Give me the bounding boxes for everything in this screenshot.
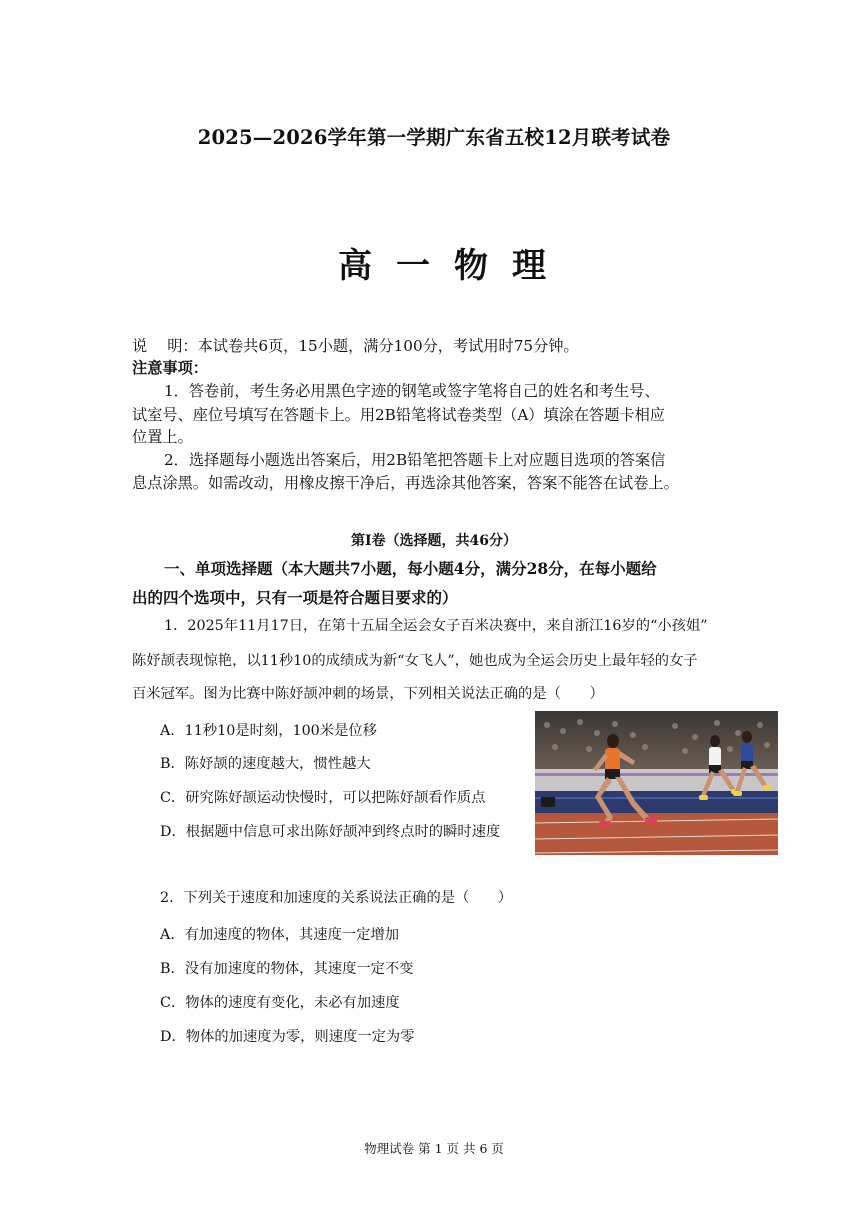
question1-option-d: D．根据题中信息可求出陈妤颉冲到终点时的瞬时速度 <box>160 824 501 840</box>
question1-stem-line3: 百米冠军。图为比赛中陈妤颉冲刺的场景，下列相关说法正确的是（ ） <box>132 686 604 702</box>
question1-option-b: B．陈妤颉的速度越大，惯性越大 <box>160 756 371 772</box>
note1-line3: 位置上。 <box>132 428 193 446</box>
question2-option-a: A．有加速度的物体，其速度一定增加 <box>160 927 400 943</box>
page-footer: 物理试卷 第 1 页 共 6 页 <box>364 1141 504 1156</box>
note1-line2: 试室号、座位号填写在答题卡上。用2B铅笔将试卷类型（A）填涂在答题卡相应 <box>132 406 665 424</box>
note1-line1: 1．答卷前，考生务必用黑色字迹的钢笔或签字笔将自己的姓名和考生号、 <box>164 382 660 400</box>
question2-option-b: B．没有加速度的物体，其速度一定不变 <box>160 961 414 977</box>
question1-stem-line1: 1．2025年11月17日，在第十五届全运会女子百米决赛中，来自浙江16岁的“小孩姐” <box>164 618 708 634</box>
question2-option-d: D．物体的加速度为零，则速度一定为零 <box>160 1029 415 1045</box>
question1-option-c: C．研究陈妤颉运动快慢时，可以把陈妤颉看作质点 <box>160 790 486 806</box>
part1-heading: 第Ⅰ卷（选择题，共46分） <box>350 533 518 549</box>
subject-title: 高一物理 <box>338 246 570 286</box>
question2-stem: 2．下列关于速度和加速度的关系说法正确的是（ ） <box>160 890 513 906</box>
note2-line2: 息点涂黑。如需改动，用橡皮擦干净后，再选涂其他答案，答案不能答在试卷上。 <box>132 474 679 492</box>
question1-stem-line2: 陈妤颉表现惊艳，以11秒10的成绩成为新“女飞人”，她也成为全运会历史上最年轻的女子 <box>132 653 698 669</box>
intro-line: 说 明：本试卷共6页，15小题，满分100分，考试用时75分钟。 <box>132 337 579 355</box>
race-photo <box>535 711 778 855</box>
section1-heading-line1: 一、单项选择题（本大题共7小题，每小题4分，满分28分，在每小题给 <box>164 559 657 578</box>
notice-heading: 注意事项： <box>132 359 208 377</box>
question1-option-a: A．11秒10是时刻，100米是位移 <box>160 723 377 739</box>
question2-option-c: C．物体的速度有变化，未必有加速度 <box>160 995 400 1011</box>
note2-line1: 2．选择题每小题选出答案后，用2B铅笔把答题卡上对应题目选项的答案信 <box>164 451 666 469</box>
exam-title: 2025—2026学年第一学期广东省五校12月联考试卷 <box>197 126 671 149</box>
section1-heading-line2: 出的四个选项中，只有一项是符合题目要求的） <box>132 588 458 607</box>
